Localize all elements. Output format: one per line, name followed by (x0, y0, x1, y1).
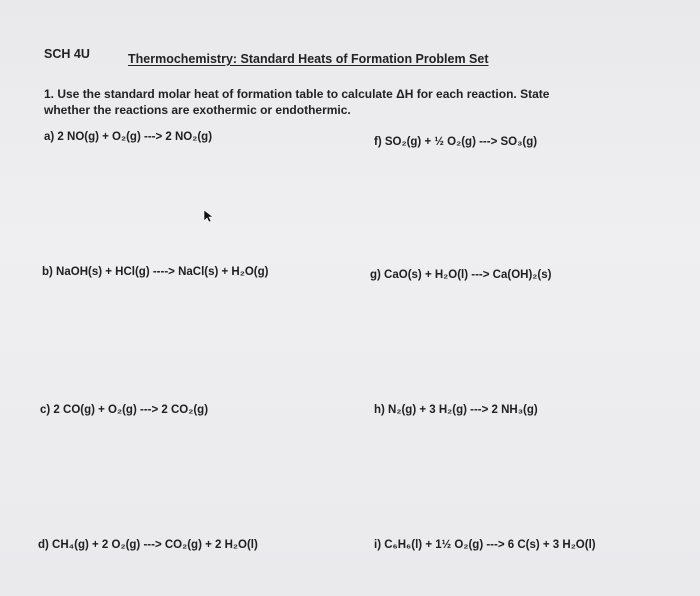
reaction-i: i) C₆H₆(l) + 1½ O₂(g) ---> 6 C(s) + 3 H₂O(l) (374, 539, 596, 551)
reaction-g: g) CaO(s) + H₂O(l) ---> Ca(OH)₂(s) (370, 269, 552, 281)
course-code: SCH 4U (44, 47, 90, 61)
reaction-b: b) NaOH(s) + HCl(g) ----> NaCl(s) + H₂O(g) (42, 266, 269, 278)
mouse-pointer-icon (203, 209, 213, 223)
reaction-a: a) 2 NO(g) + O₂(g) ---> 2 NO₂(g) (44, 131, 213, 143)
reaction-f: f) SO₂(g) + ½ O₂(g) ---> SO₃(g) (374, 136, 538, 148)
question-line-1: 1. Use the standard molar heat of formation table to calculate ΔH for each reaction. State (44, 87, 550, 101)
question-prompt (44, 86, 549, 118)
reaction-c: c) 2 CO(g) + O₂(g) ---> 2 CO₂(g) (40, 404, 209, 416)
reaction-d: d) CH₄(g) + 2 O₂(g) ---> CO₂(g) + 2 H₂O(l) (38, 539, 258, 551)
reaction-h: h) N₂(g) + 3 H₂(g) ---> 2 NH₃(g) (374, 404, 538, 416)
question-line-2: whether the reactions are exothermic or endothermic. (44, 103, 351, 117)
worksheet-title: Thermochemistry: Standard Heats of Formation Problem Set (128, 52, 489, 66)
